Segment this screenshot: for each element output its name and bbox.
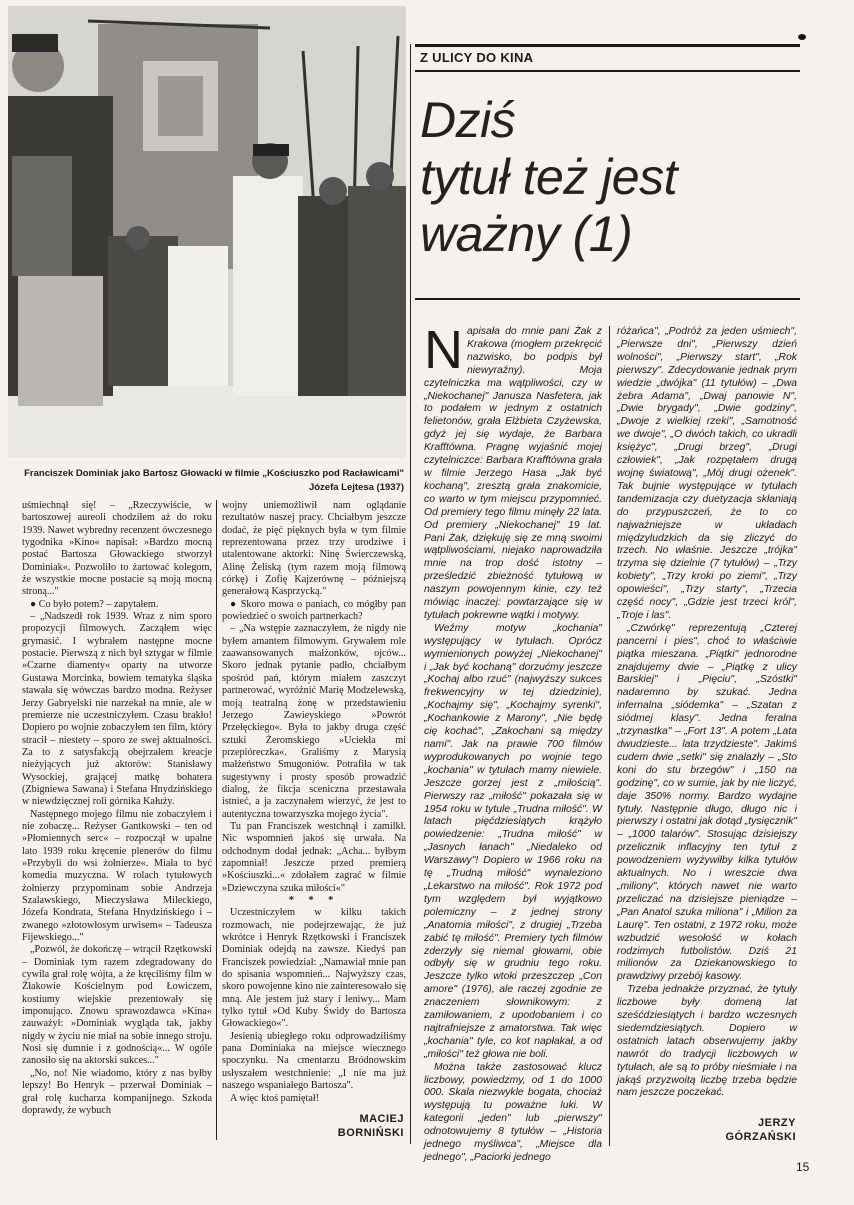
- paragraph: Można także zastosować klucz liczbowy, powiedzmy, od 1 do 1000 000. Skala niezwykle bogata, chociaż występują tu poważne luki. W kategorii „jeden" lub „pierwszy" odnotowujemy 8 tytułów – „Historia jednego myśliwca", „Miejsce dla jednego", „Paciorki jednego: [424, 1061, 602, 1163]
- paragraph: wojny uniemożliwił nam oglądanie rezultatów naszej pracy. Chciałbym jeszcze dodać, że pięć pięknych była w tym filmie reprezentowana przez trzy urodziwe i utalentowane aktorki: Ninę Świerczewską, Alinę Żeliską (tym razem moją filmową córkę) i Zofię Kajzerównę – późniejszą generałową Kasprzycką.": [222, 500, 406, 598]
- film-still-photo: [8, 6, 406, 458]
- paragraph: Trzeba jednakże przyznać, że tytuły liczbowe były domeną lat sześćdziesiątych i bardzo wczesnych siedemdziesiątych. Dopiero w ostatnich latach obserwujemy jakby nawrót do tradycji liczbowych w tytułach, ale są to próby nieśmiałe i na jakąś przyzwoitą liczbę trzeba będzie nam jeszcze poczekać.: [617, 984, 797, 1099]
- left-article-byline: [300, 1112, 404, 1140]
- paragraph: A więc ktoś pamiętał!: [230, 1092, 320, 1104]
- left-article-column-1: [22, 500, 212, 1170]
- paragraph: Weźmy motyw „kochania" występujący w tytułach. Oprócz wymienionych powyżej „Niekochanej" i „Jak być kochaną" dorzućmy jeszcze „Kochaj albo rzuć" (najwyższy sukces frekwencyjny w tej dziedzinie), „Kochajmy się", „Kochajmy syrenki", „Kochankowie z Marony", „Nie będę cię kochać", „Zakochani są między nami". Jak na prawie 700 filmów wyprodukowanych po wojnie tego „kochania" w tytułach mamy niewiele. Jeszcze gorzej jest z „miłością". Pierwszy raz „miłość" pokazała się w 1954 roku w tytule „Trudna miłość". W latach pięćdziesiątych krążyło powiedzenie: „Trudna miłość" w „Jasnych łanach" „Niedaleko od Warszawy"! Dopiero w 1966 roku na tę „Trudną miłość" wynaleziono „Lekarstwo na miłość". Rok 1972 pod tym względem był wyjątkowo polemiczny – z jednej strony „Anatomia miłości", z drugiej „Trzeba zabić tę miłość". Premiery tych filmów zderzyły się niemal głowami, obie odbyły się w grudniu tego roku. Jeszcze tylko wtoki przeszczep „Con amore" (1976), ale raczej zgodnie ze znaczeniem słownikowym: z zamiłowaniem, z upodobaniem i co najtrafniejsze z amatorstwa. Tak więc „kochania" tyle, co kot napłakał, a od „miłości" też głowa nie boli.: [424, 622, 602, 1060]
- paragraph: „No, no! Nie wiadomo, który z nas byłby lepszy! Bo Henryk – przerwał Dominiak – grał rolę kucharza kompanijnego. Szkoda doprawdy, że wybuch: [22, 1067, 212, 1116]
- paragraph: ● Co było potem? – zapytałem.: [30, 598, 159, 610]
- page-number: 15: [796, 1160, 810, 1174]
- column-divider: [609, 326, 610, 1146]
- byline-first-name: MACIEJ: [359, 1113, 404, 1125]
- paragraph: Jesienią ubiegłego roku odprowadziliśmy pana Dominiaka na miejsce wiecznego spoczynku. Na cmentarzu Bródnowskim usłyszałem westchnienie: „I nie ma już naszego wspaniałego Bartosza".: [222, 1030, 406, 1092]
- right-article-column-2: [617, 326, 797, 1099]
- paragraph: – „Nadszedł rok 1939. Wraz z nim sporo propozycji filmowych. Zacząłem więc grymasić. I wybrałem następne mocne postacie. Pierwszą z nich był sztygar w filmie »Czarne diamenty« oparty na utworze Gustawa Morcinka, bowiem tematyka śląska stawała się wówczas bardzo modna. Reżyser Jerzy Gabryelski nie narzekał na mnie, ale w premierze nie uczestniczyłem. Czasu brakło! Dopiero po wojnie zobaczyłem ten film, który stracił – niestety – sporo ze swej aktualności. Za to z satysfakcją obejrzałem kreacje nieżyjących już aktorów: Stanisławy Wysockiej, grającej matkę bohatera (Zbigniewa Sawana) i Stefana Hnydzińskiego w niewdzięcznej roli górnika Kałuży.: [22, 611, 212, 808]
- byline-last-name: GÓRZAŃSKI: [725, 1131, 796, 1143]
- paragraph: „Pozwól, że dokończę – wtrącił Rzętkowski – Dominiak tym razem zdegradowany do cywila grał rolę wójta, a że kręciliśmy film w Żłakowie Kościelnym pod Łowiczem, kostiumy wiejskie prezentowały się imponująco. Znowu sprawozdawca »Kina« zauważył: »Dominiak wygląda tak, jakby nigdy w życiu nie miał na sobie innego stroju. Nosi się dumnie i z godnością«... W ogóle zanosiło się na aktorski sukces...": [22, 944, 212, 1067]
- caption-line-2: Józefa Lejtesa (1937): [308, 482, 404, 493]
- paragraph: różańca", „Podróż za jeden uśmiech", „Pierwsze dni", „Pierwszy dzień wolności", „Pierwszy start", „Rok pierwszy". Zdecydowanie jednak prym wiedzie „dwójka" (11 tytułów) – „Dwa żebra Adama", „Dwaj panowie N", „Dwie brygady", „Dwie godziny", „Dwoje z wielkiej rzeki", „Samotność we dwoje", „O dwóch takich, co ukradli księżyc", „Drugi brzeg", „Drugi człowiek", „Jak rozpętałem drugą wojnę światową", „Mój drugi ożenek". Tak bujnie występujące w tytułach tandemizacja czy duetyzacja skłaniają do przypuszczeń, że to co najważniejsze w układach międzyludzkich da się zliczyć do trzech. No właśnie. Jeszcze „trójka" trzyma się dzielnie (7 tytułów) – „Trzy kobiety", „Trzy kroki po ziemi", „Trzy opowieści", „Trzy starty", „Trzecia część nocy", „Gdzie jest trzeci król", „Troje i las".: [617, 326, 797, 621]
- paragraph: uśmiechnął się! – „Rzeczywiście, w bartoszowej aureoli chodziłem aż do roku 1939. Nawet wybredny recenzent ówczesnego tygodnika »Kino« napisał: »Bardzo mocną postać Bartosza Głowackiego stworzył Dominiak«. Pozwoliło to żartować kolegom, że wszystkie mocne postacie są moją mocną stroną...": [22, 500, 212, 598]
- film-still-illustration: [8, 6, 406, 458]
- headline: [420, 92, 800, 263]
- paragraph: Następnego mojego filmu nie zobaczyłem i nie zobaczę... Reżyser Gantkowski – ten od »Płomiennych serc« – rozpoczął w upalne lato 1939 roku kręcenie plenerów do filmu »Przybyli do wsi żołnierze«. Miała to być komedia muzyczna. W rolach tytułowych żołnierzy przypominam sobie Andrzeja Szalawskiego, Mieczysława Mileckiego, Józefa Kondrata, Stefana Hnydzińskiego i – zwanego »złotowłosym urwisem« – Tadeusza Fijewskiego...": [22, 808, 212, 944]
- section-separator: * * *: [288, 895, 340, 906]
- paragraph: – „Na wstępie zaznaczyłem, że nigdy nie byłem amantem filmowym. Grywałem role zaawansowanych małżonków, ojców... Skoro jednak pytanie padło, chciałbym spośród pań, którym miałem zaszczyt partnerować, wyróżnić Marię Modzelewską, moją teatralną żonę w przedstawieniu Jerzego Zawieyskiego »Powrót Przełęckiego«. Była to jakby druga część sztuki Żeromskiego »Uciekła mi przepióreczka«. Graliśmy z Marysią małżeństwo Smugoniów. Potrafiła w tak sugestywny i prosty sposób prowadzić dialog, że fikcja sceniczna przestawała istnieć, a ja zaczynałem wierzyć, że jest to autentyczna towarzyszka mojego życia".: [222, 623, 406, 820]
- section-title: Z ULICY DO KINA: [420, 50, 534, 65]
- photo-caption: [20, 467, 404, 495]
- section-rule: [415, 70, 800, 72]
- headline-line-2: tytuł też jest: [420, 149, 677, 205]
- section-bar: [415, 44, 800, 47]
- drop-cap: N: [424, 320, 463, 380]
- right-article-byline: [690, 1116, 796, 1144]
- paragraph: „Czwórkę" reprezentują „Czterej pancerni i pies", choć to właściwie piątka mieszana. „Piątki" jednorodne znajdujemy dwie – „Piątkę z ulicy Barskiej" i „Pięciu", „Szóstki" nadaremno by szukać. Jedna infernalna „siódemka" – „Szatan z siódmej klasy". Jedna feralna „trzynastka" – „Fort 13". A potem „Lata dwudzieste... lata trzydzieste". Jakimś cudem dwie „setki" się znalazły – „Sto koni do stu brzegów" i „150 na godzinę", co w sumie, jak by nie liczyć, daje 350% normy. Bardzo wydajne tytuły. Następnie długo, długo nic i pierwszy i ostatni jak dotąd „tysięcznik" – „1000 talarów". Stosując dzisiejszy przelicznik inflacyjny ten tytuł z powodzeniem wyżywiłby kilka tytułów aktualnych. No i wreszcie dwa „miliony", których nawet nie warto przeliczać na dzisiejsze pieniądze – „Pan Anatol szuka miliona" i „Milion za Laurę". Ten ostatni, z 1972 roku, może wzbudzić wesołość w kołach rodzimych futbolistów. Dziś 21 milionów za Dziekanowskiego to prawdziwy przebój kasowy.: [617, 622, 797, 983]
- paragraph: Uczestniczyłem w kilku takich rozmowach, nie podejrzewając, że już wkrótce i Henryk Rzętkowski i Franciszek Dominiak odejdą na zawsze. Kiedyś pan Franciszek powiedział: „Namawiał mnie pan do spisania wspomnień... Najwyższy czas, skoro powojenne kino nie zainteresowało się mną. Ale jestem już stary i leniwy... Mam tylko tytuł »Od Kuby Świdy do Bartosza Głowackiego«".: [222, 907, 406, 1030]
- headline-line-1: Dziś: [420, 92, 516, 148]
- headline-line-3: ważny (1): [420, 206, 633, 262]
- page-divider: [410, 44, 411, 1144]
- paragraph: ● Skoro mowa o paniach, co mógłby pan powiedzieć o swoich partnerkach?: [222, 598, 406, 623]
- byline-last-name: BORNIŃSKI: [337, 1127, 404, 1139]
- headline-rule: [415, 298, 800, 300]
- lead-text: apisała do mnie pani Żak z Krakowa (mogłem przekręcić nazwisko, bo podpis był niewyraźny). Moja czytelniczka ma wątpliwości, czy w „Niekochanej" Janusza Nasfetera, jak to podałem w jednym z ostatnich felietonów, grała Elżbieta Czyżewska, gdyż jej się wydaje, że Barbara Krafftówna. Pragnę wyjaśnić mojej czytelniczce: Barbara Krafftówna grała w filmie Jerzego Hasa „Jak być kochaną", zresztą grała znakomicie, co warto w tym miejscu przypomnieć. Od premiery tego filmu minęły 22 lata. Od premiery „Niekochanej" 19 lat. Pani Żak, dziękuję się ze mną swoimi wątpliwościami, niejako naprowadziła mnie na trop dość istotny – prześledzić zbieżność tytułową w naszym powojennym kinie, czy też mówiąc inaczej: powtarzające się w tytułach pokrewne wątki i motywy.: [424, 326, 602, 621]
- column-divider: [216, 500, 217, 1140]
- left-article-column-2: [222, 500, 406, 1110]
- right-article-column-1: [424, 320, 602, 1166]
- byline-first-name: JERZY: [758, 1117, 796, 1129]
- lead-paragraph: [424, 320, 602, 623]
- corner-mark: [798, 34, 806, 40]
- paragraph: Tu pan Franciszek westchnął i zamilkł. Nic wspomnień jakoś się urwała. Na odchodnym dodał jednak: „Acha... byłbym zapomniał! Jeszcze przed premierą »Kościuszki...« zdołałem zagrać w filmie »Dziewczyna szuka miłości«": [222, 820, 406, 894]
- caption-line-1: Franciszek Dominiak jako Bartosz Głowacki w filmie „Kościuszko pod Racławicami": [24, 468, 404, 479]
